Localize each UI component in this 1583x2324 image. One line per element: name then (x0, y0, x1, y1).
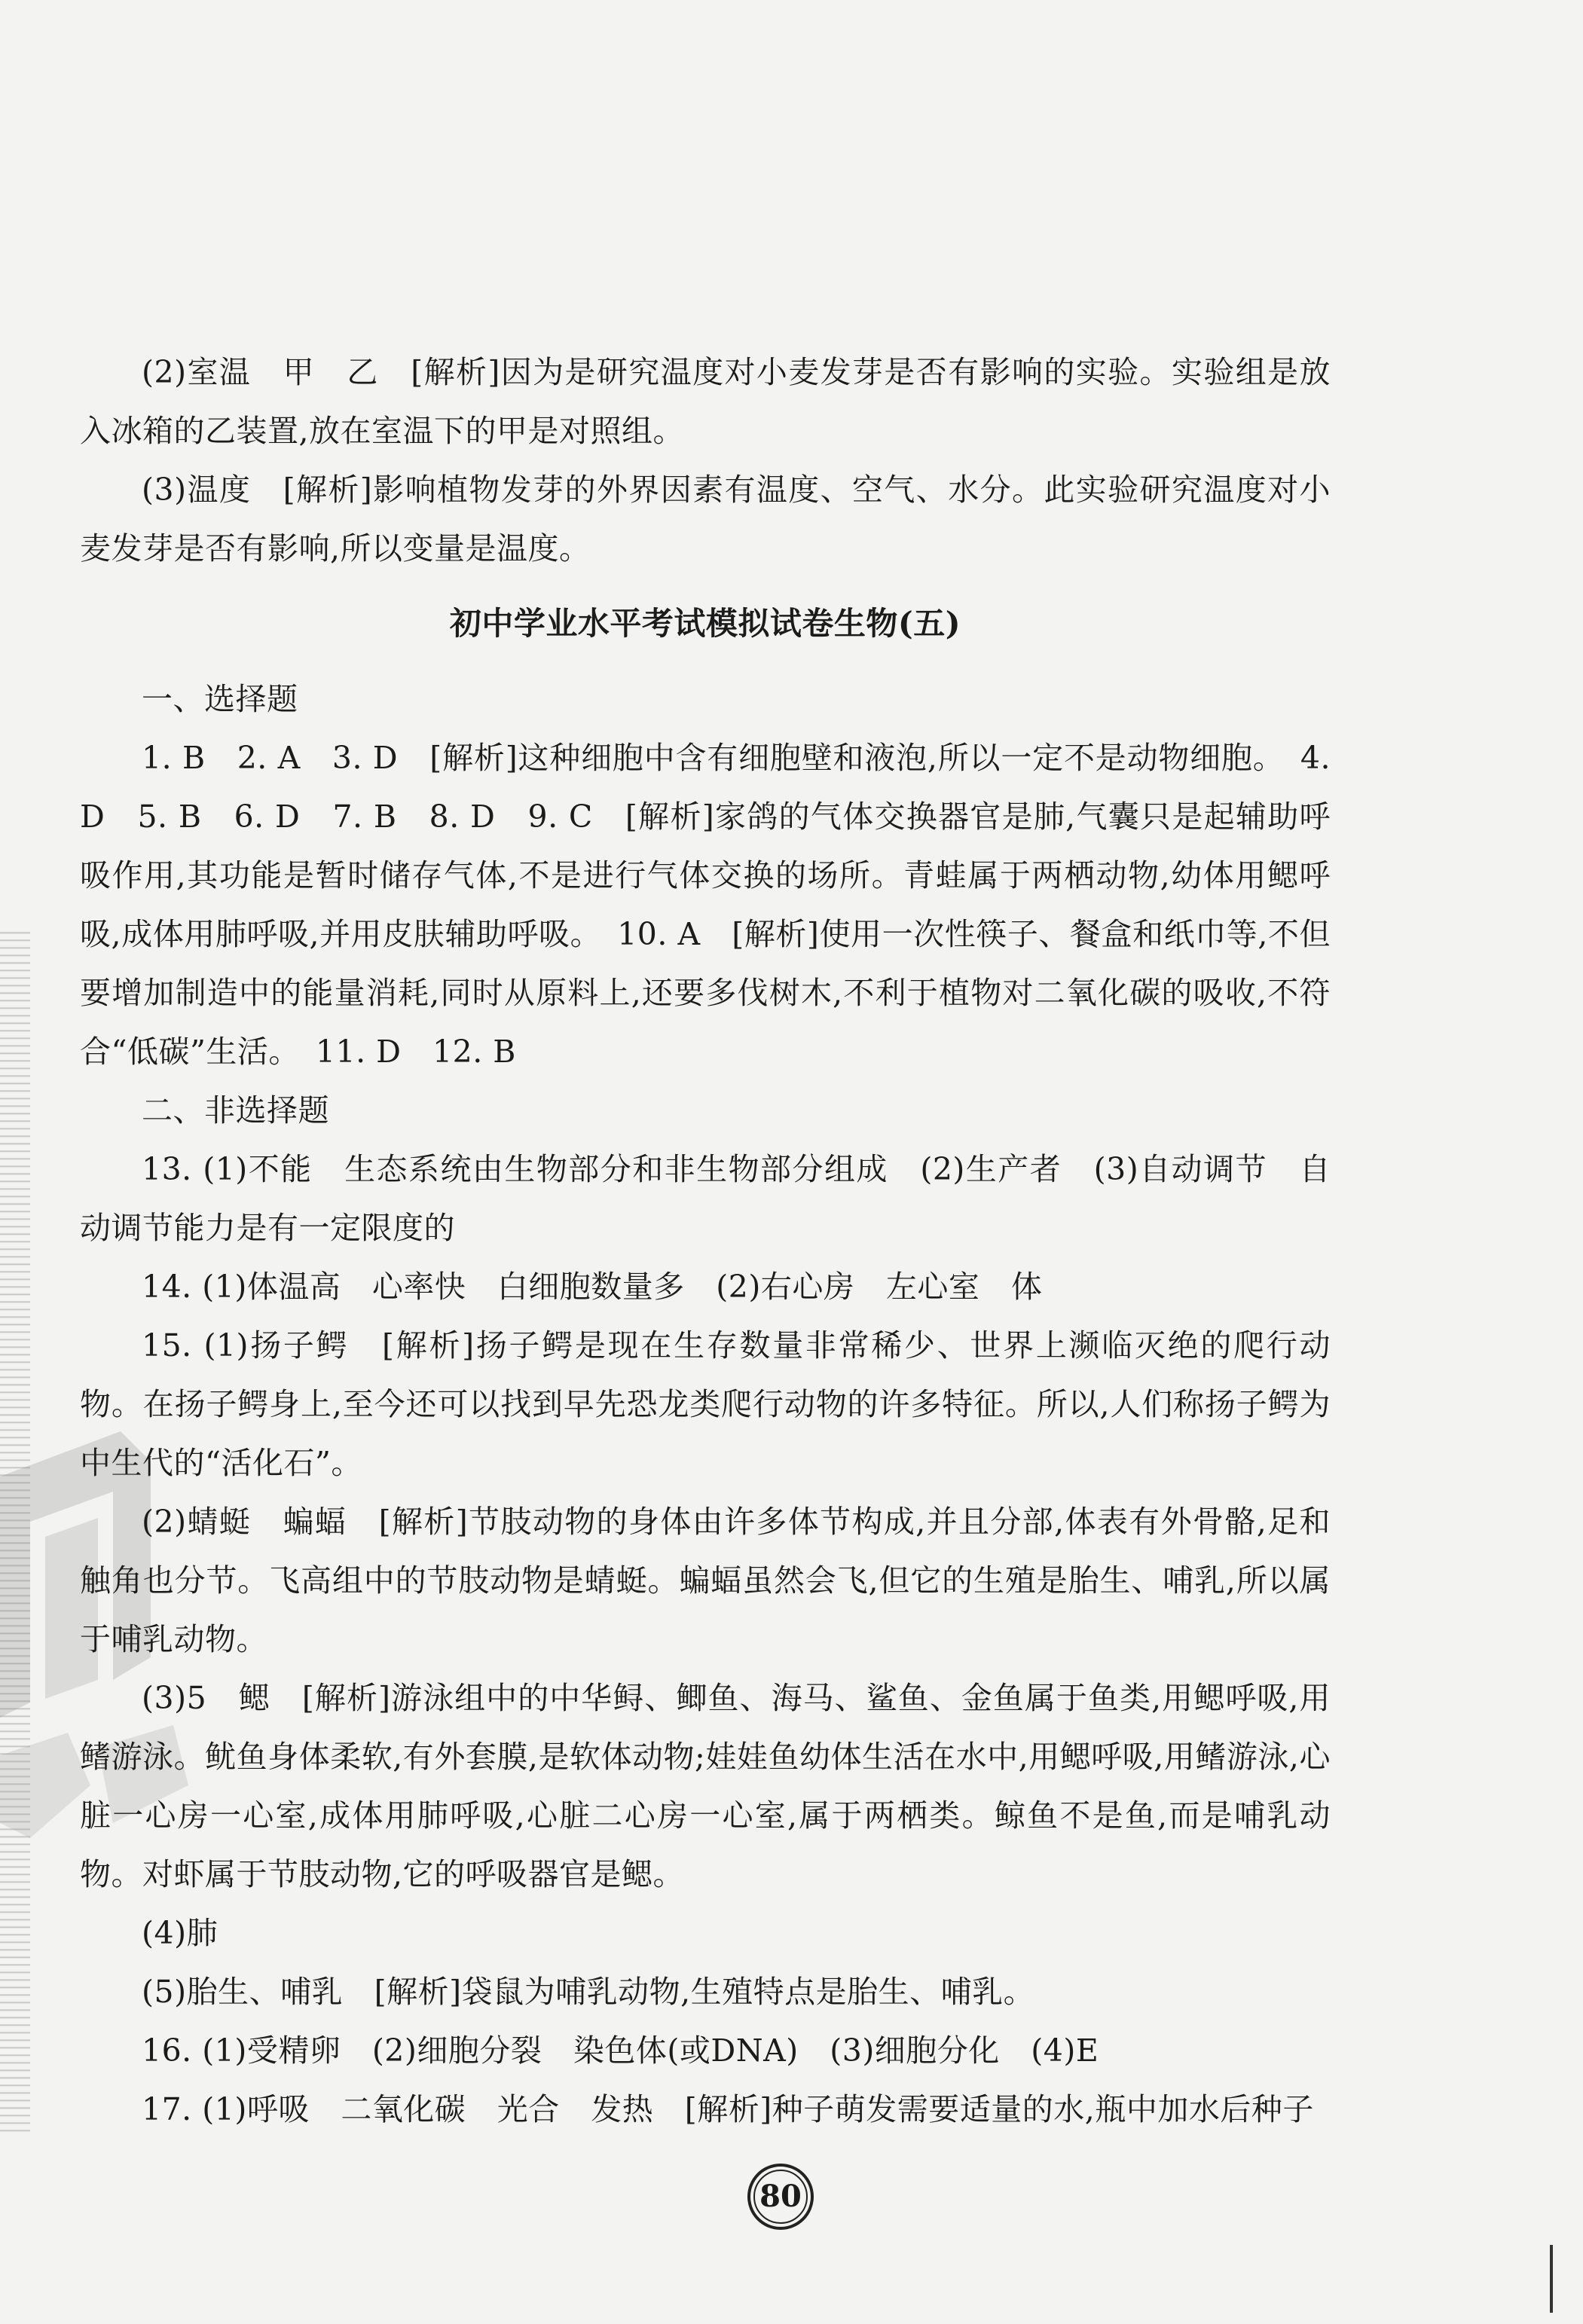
answer-q15-1: 15. (1)扬子鳄 [解析]扬子鳄是现在生存数量非常稀少、世界上濒临灭绝的爬行动物。在扬子鳄身上,至今还可以找到早先恐龙类爬行动物的许多特征。所以,人们称扬子鳄为中生代的“活化石”。 (80, 1327, 1331, 1481)
paragraph-q2-3: (3)温度 [解析]影响植物发芽的外界因素有温度、空气、水分。此实验研究温度对小麦发芽是否有影响,所以变量是温度。 (80, 472, 1331, 566)
section-title: 初中学业水平考试模拟试卷生物(五) (449, 605, 961, 642)
multiple-choice-answers: 1. B 2. A 3. D [解析]这种细胞中含有细胞壁和液泡,所以一定不是动物细胞。 4. D 5. B 6. D 7. B 8. D 9. C [解析]家鸽的气体交换器官是肺,气囊只是起辅助呼吸作用,其功能是暂时储存气体,不是进行气体交换的场所。青蛙属于两栖动物,幼体用鳃呼吸,成体用肺呼吸,并用皮肤辅助呼吸。 10. A [解析]使用一次性筷子、餐盒和纸巾等,不但要增加制造中的能量消耗,同时从原料上,还要多伐树木,不利于植物对二氧化碳的吸收,不符合“低碳”生活。 11. D 12. B (80, 740, 1331, 1070)
paragraph-q2-2: (2)室温 甲 乙 [解析]因为是研究温度对小麦发芽是否有影响的实验。实验组是放入冰箱的乙装置,放在室温下的甲是对照组。 (80, 354, 1331, 449)
answer-q14: 14. (1)体温高 心率快 白细胞数量多 (2)右心房 左心室 体 (142, 1269, 1043, 1305)
answer-q16: 16. (1)受精卵 (2)细胞分裂 染色体(或DNA) (3)细胞分化 (4)E (142, 2032, 1099, 2069)
answer-q15-2: (2)蜻蜓 蝙蝠 [解析]节肢动物的身体由许多体节构成,并且分部,体表有外骨骼,足和触角也分节。飞高组中的节肢动物是蜻蜓。蝙蝠虽然会飞,但它的生殖是胎生、哺乳,所以属于哺乳动物。 (80, 1504, 1331, 1657)
answer-q17: 17. (1)呼吸 二氧化碳 光合 发热 [解析]种子萌发需要适量的水,瓶中加水后种子 (142, 2091, 1314, 2127)
answer-q13: 13. (1)不能 生态系统由生物部分和非生物部分组成 (2)生产者 (3)自动调节 自动调节能力是有一定限度的 (80, 1151, 1331, 1246)
section-heading-choice: 一、选择题 (142, 681, 298, 717)
page-number-text: 80 (759, 2179, 802, 2214)
answer-q15-5: (5)胎生、哺乳 [解析]袋鼠为哺乳动物,生殖特点是胎生、哺乳。 (142, 1974, 1035, 2010)
page-number (746, 2162, 815, 2231)
edge-mark (1550, 2245, 1553, 2313)
answer-content (80, 343, 1331, 2139)
section-heading-non-choice: 二、非选择题 (142, 1092, 329, 1128)
answer-q15-4: (4)肺 (142, 1915, 219, 1951)
answer-q15-3: (3)5 鳃 [解析]游泳组中的中华鲟、鲫鱼、海马、鲨鱼、金鱼属于鱼类,用鳃呼吸,用鳍游泳。鱿鱼身体柔软,有外套膜,是软体动物;娃娃鱼幼体生活在水中,用鳃呼吸,用鳍游泳,心脏一心房一心室,成体用肺呼吸,心脏二心房一心室,属于两栖类。鲸鱼不是鱼,而是哺乳动物。对虾属于节肢动物,它的呼吸器官是鳃。 (80, 1680, 1331, 1892)
